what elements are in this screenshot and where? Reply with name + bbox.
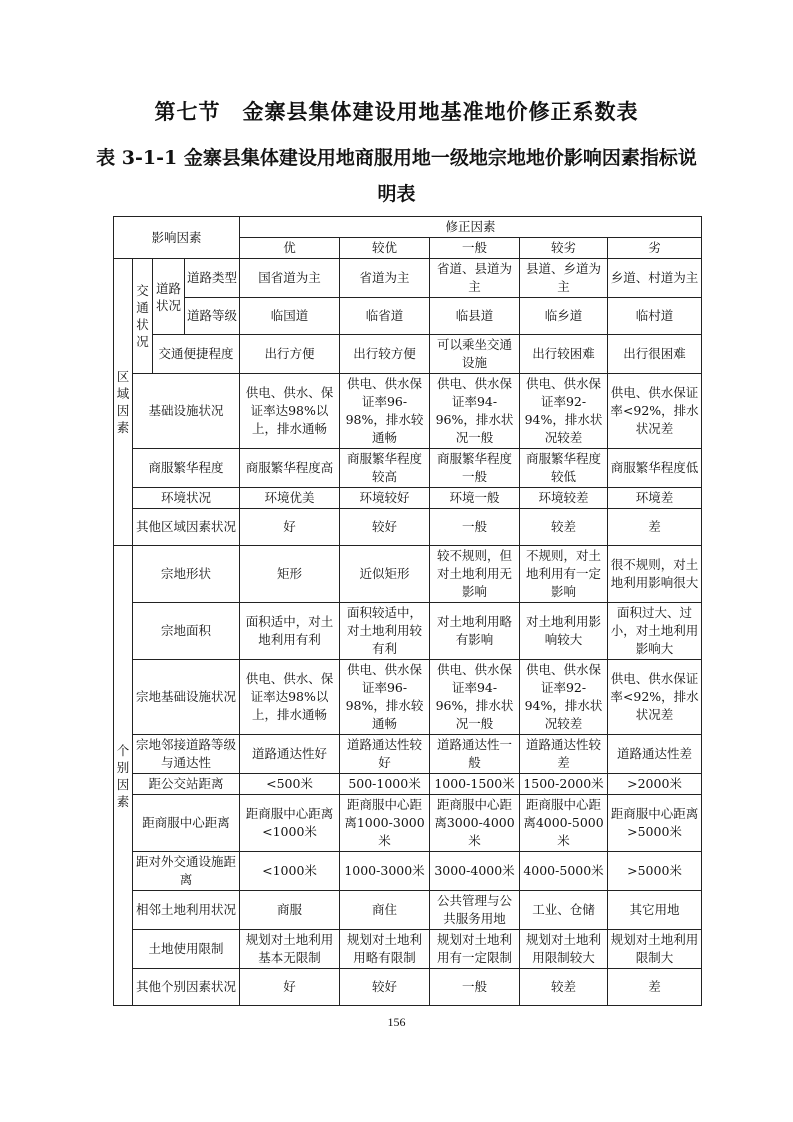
cell: 环境一般 (430, 488, 520, 509)
cell: 商服繁华程度较高 (340, 449, 430, 488)
row-label: 其他个别因素状况 (133, 969, 240, 1006)
cell: 面积过大、过小，对土地利用影响大 (608, 603, 702, 660)
cell: 好 (240, 969, 340, 1006)
level-header: 较劣 (520, 238, 608, 259)
cell: 国省道为主 (240, 259, 340, 298)
cell: 乡道、村道为主 (608, 259, 702, 298)
cell: 面积较适中，对土地利用较有利 (340, 603, 430, 660)
table-row (114, 374, 702, 449)
cell: 环境差 (608, 488, 702, 509)
table-row (114, 891, 702, 930)
cell: 一般 (430, 969, 520, 1006)
row-label: 其他区域因素状况 (133, 509, 240, 546)
row-label: 基础设施状况 (133, 374, 240, 449)
cell: 1500-2000米 (520, 774, 608, 795)
cell: 商服繁华程度高 (240, 449, 340, 488)
factor-header: 影响因素 (114, 217, 240, 259)
cell: 供电、供水保证率96-98%，排水较通畅 (340, 374, 430, 449)
cell: 环境较好 (340, 488, 430, 509)
cell: 差 (608, 969, 702, 1006)
row-label: 宗地基础设施状况 (133, 660, 240, 735)
row-label: 道路类型 (185, 259, 240, 298)
cell: 供电、供水保证率92-94%，排水状况较差 (520, 660, 608, 735)
cell: 环境较差 (520, 488, 608, 509)
table-row (114, 852, 702, 891)
page-number: 156 (387, 1015, 406, 1029)
individual-group-label: 个别因素 (114, 546, 133, 1006)
cell: 道路通达性好 (240, 735, 340, 774)
table-row (114, 795, 702, 852)
cell: 公共管理与公共服务用地 (430, 891, 520, 930)
cell: 差 (608, 509, 702, 546)
cell: 道路通达性差 (608, 735, 702, 774)
table-row (114, 969, 702, 1006)
cell: 商服繁华程度低 (608, 449, 702, 488)
cell: 道路通达性较好 (340, 735, 430, 774)
cell: 供电、供水、保证率达98%以上，排水通畅 (240, 374, 340, 449)
cell: 不规则，对土地利用有一定影响 (520, 546, 608, 603)
cell: 供电、供水保证率96-98%，排水较通畅 (340, 660, 430, 735)
cell: 1000-1500米 (430, 774, 520, 795)
cell: >2000米 (608, 774, 702, 795)
row-label: 道路等级 (185, 298, 240, 335)
row-label: 距对外交通设施距离 (133, 852, 240, 891)
regional-group-label: 区域因素 (114, 259, 133, 546)
cell: 省道为主 (340, 259, 430, 298)
cell: 工业、仓储 (520, 891, 608, 930)
cell: 供电、供水、保证率达98%以上，排水通畅 (240, 660, 340, 735)
cell: 供电、供水保证率94-96%，排水状况一般 (430, 374, 520, 449)
cell: 面积适中，对土地利用有利 (240, 603, 340, 660)
level-header: 优 (240, 238, 340, 259)
table-row (114, 660, 702, 735)
table-row (114, 603, 702, 660)
cell: 好 (240, 509, 340, 546)
row-label: 宗地面积 (133, 603, 240, 660)
cell: 商服繁华程度较低 (520, 449, 608, 488)
table-row (114, 335, 702, 374)
cell: 规划对土地利用有一定限制 (430, 930, 520, 969)
row-label: 环境状况 (133, 488, 240, 509)
row-label: 宗地形状 (133, 546, 240, 603)
row-label: 相邻土地利用状况 (133, 891, 240, 930)
road-status-label: 道路状况 (153, 259, 185, 335)
cell: 可以乘坐交通设施 (430, 335, 520, 374)
cell: 一般 (430, 509, 520, 546)
cell: 规划对土地利用限制大 (608, 930, 702, 969)
cell: 对土地利用略有影响 (430, 603, 520, 660)
cell: 出行很困难 (608, 335, 702, 374)
section-title: 第七节 金寨县集体建设用地基准地价修正系数表 (154, 99, 639, 124)
cell: 道路通达性较差 (520, 735, 608, 774)
table-title-line1: 表 3-1-1 金寨县集体建设用地商服用地一级地宗地地价影响因素指标说 (96, 147, 697, 169)
cell: 很不规则，对土地利用影响很大 (608, 546, 702, 603)
cell: 商服繁华程度一般 (430, 449, 520, 488)
cell: 矩形 (240, 546, 340, 603)
table-row (114, 509, 702, 546)
level-header: 一般 (430, 238, 520, 259)
level-header: 较优 (340, 238, 430, 259)
correction-header: 修正因素 (240, 217, 702, 238)
cell: 规划对土地利用限制较大 (520, 930, 608, 969)
table-row (114, 930, 702, 969)
cell: 环境优美 (240, 488, 340, 509)
cell: 距商服中心距离>5000米 (608, 795, 702, 852)
cell: 临省道 (340, 298, 430, 335)
cell: 临乡道 (520, 298, 608, 335)
table-row (114, 488, 702, 509)
cell: <1000米 (240, 852, 340, 891)
cell: 商住 (340, 891, 430, 930)
row-label: 距商服中心距离 (133, 795, 240, 852)
cell: 县道、乡道为主 (520, 259, 608, 298)
cell: 出行较方便 (340, 335, 430, 374)
cell: 距商服中心距离4000-5000米 (520, 795, 608, 852)
cell: 供电、供水保证率<92%，排水状况差 (608, 660, 702, 735)
row-label: 距公交站距离 (133, 774, 240, 795)
cell: 规划对土地利用略有限制 (340, 930, 430, 969)
cell: 4000-5000米 (520, 852, 608, 891)
cell: 临县道 (430, 298, 520, 335)
cell: 供电、供水保证率92-94%，排水状况较差 (520, 374, 608, 449)
row-label: 土地使用限制 (133, 930, 240, 969)
cell: 商服 (240, 891, 340, 930)
cell: 较好 (340, 969, 430, 1006)
table-row (114, 259, 702, 298)
cell: 临国道 (240, 298, 340, 335)
table-row (114, 774, 702, 795)
cell: 出行较困难 (520, 335, 608, 374)
cell: >5000米 (608, 852, 702, 891)
table-title-line2: 明表 (377, 183, 416, 205)
cell: 供电、供水保证率94-96%，排水状况一般 (430, 660, 520, 735)
cell: 其它用地 (608, 891, 702, 930)
cell: 省道、县道为主 (430, 259, 520, 298)
cell: 500-1000米 (340, 774, 430, 795)
cell: 供电、供水保证率<92%，排水状况差 (608, 374, 702, 449)
row-label: 商服繁华程度 (133, 449, 240, 488)
cell: 出行方便 (240, 335, 340, 374)
cell: 距商服中心距离1000-3000米 (340, 795, 430, 852)
table-row (114, 298, 702, 335)
cell: 道路通达性一般 (430, 735, 520, 774)
row-label: 宗地邻接道路等级与通达性 (133, 735, 240, 774)
cell: 3000-4000米 (430, 852, 520, 891)
cell: <500米 (240, 774, 340, 795)
header-row-1 (114, 217, 702, 238)
table-row (114, 735, 702, 774)
cell: 规划对土地利用基本无限制 (240, 930, 340, 969)
level-header: 劣 (608, 238, 702, 259)
factor-table (113, 216, 702, 1006)
cell: 1000-3000米 (340, 852, 430, 891)
cell: 距商服中心距离3000-4000米 (430, 795, 520, 852)
row-label: 交通便捷程度 (153, 335, 240, 374)
cell: 较不规则，但对土地利用无影响 (430, 546, 520, 603)
table-title (0, 140, 793, 212)
traffic-status-label: 交通状况 (133, 259, 153, 374)
cell: 临村道 (608, 298, 702, 335)
cell: 较差 (520, 969, 608, 1006)
table-row (114, 449, 702, 488)
cell: 近似矩形 (340, 546, 430, 603)
cell: 对土地利用影响较大 (520, 603, 608, 660)
cell: 较好 (340, 509, 430, 546)
cell: 距商服中心距离<1000米 (240, 795, 340, 852)
table-row (114, 546, 702, 603)
cell: 较差 (520, 509, 608, 546)
